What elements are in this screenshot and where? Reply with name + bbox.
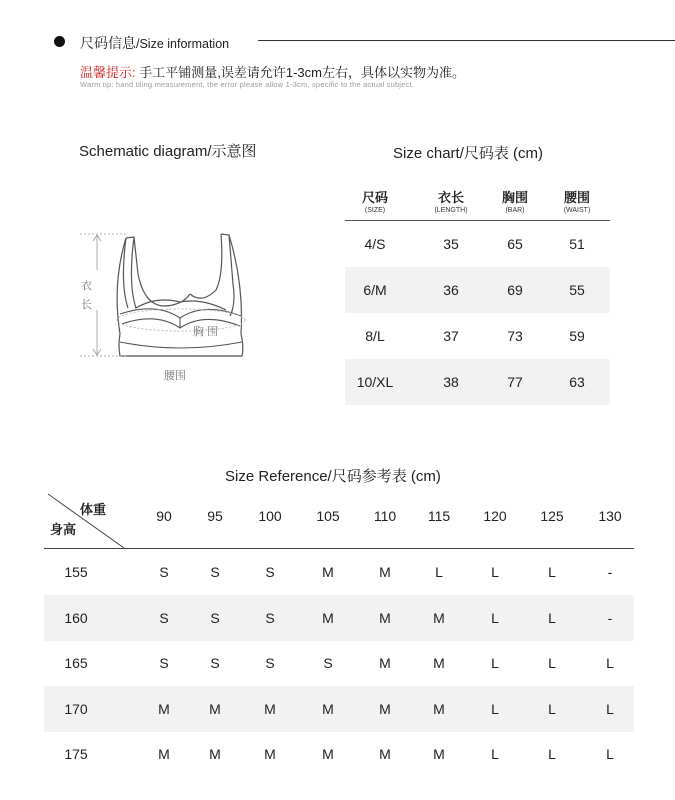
size-value: S (159, 610, 169, 626)
size-value: M (379, 746, 391, 762)
size-chart-cell: 73 (507, 328, 523, 344)
size-value: S (323, 655, 333, 671)
weight-column-header: 130 (598, 508, 622, 524)
size-chart-col-bust: 胸围 (BAR) (501, 190, 529, 214)
size-value: - (607, 564, 613, 580)
waist-label: 腰围 (164, 370, 186, 382)
size-chart-title: Size chart/尺码表 (cm) (393, 145, 544, 162)
size-value: S (159, 655, 169, 671)
height-label: 身高 (50, 522, 77, 537)
size-chart-cell: 4/S (364, 236, 386, 252)
size-chart-cell: 35 (443, 236, 459, 252)
size-value: S (210, 610, 220, 626)
size-value: M (322, 701, 334, 717)
size-value: S (265, 564, 275, 580)
size-value: M (379, 701, 391, 717)
weight-label: 体重 (80, 502, 107, 517)
size-chart-cell: 77 (507, 374, 523, 390)
size-chart-cell: 10/XL (356, 374, 394, 390)
size-value: M (379, 564, 391, 580)
size-reference-row (44, 640, 634, 686)
size-value: M (379, 655, 391, 671)
size-value: L (548, 701, 556, 717)
size-chart-cell: 69 (507, 282, 523, 298)
size-chart-cell: 38 (443, 374, 459, 390)
bra-outline (117, 234, 243, 356)
size-value: M (322, 746, 334, 762)
size-value: - (607, 610, 613, 626)
length-label-2: 长 (81, 299, 92, 311)
size-chart-row (345, 267, 610, 313)
height-value: 175 (64, 746, 88, 762)
size-value: M (433, 655, 445, 671)
size-chart-cell: 36 (443, 282, 459, 298)
warm-tip-english: Warm tip: hand tiling measurement, the error please allow 1-3cm, specific to the actual subject. (80, 80, 415, 89)
warm-tip (80, 62, 465, 81)
tip-label: 温馨提示: (80, 65, 136, 80)
size-value: M (433, 746, 445, 762)
size-value: M (264, 746, 276, 762)
size-chart-cell: 6/M (363, 282, 387, 298)
size-value: L (491, 655, 499, 671)
size-value: S (159, 564, 169, 580)
size-value: M (209, 746, 221, 762)
size-value: L (548, 610, 556, 626)
size-reference-row (44, 595, 634, 641)
size-value: L (491, 564, 499, 580)
weight-column-header: 120 (483, 508, 507, 524)
size-value: L (491, 746, 499, 762)
size-chart-row (345, 313, 610, 359)
size-chart-cell: 8/L (365, 328, 385, 344)
size-value: L (491, 701, 499, 717)
size-chart-cell: 63 (569, 374, 585, 390)
size-value: S (265, 655, 275, 671)
size-value: M (322, 564, 334, 580)
size-chart-cell: 51 (569, 236, 585, 252)
size-value: L (606, 746, 614, 762)
size-value: L (548, 746, 556, 762)
tip-text: 手工平铺测量,误差请允许1-3cm左右，具体以实物为准。 (139, 65, 465, 80)
height-value: 165 (64, 655, 88, 671)
size-value: M (433, 610, 445, 626)
weight-column-header: 105 (316, 508, 340, 524)
size-chart-row (345, 221, 610, 267)
size-value: S (265, 610, 275, 626)
weight-column-header: 110 (373, 508, 397, 524)
weight-column-header: 90 (156, 508, 172, 524)
bullet-dot (54, 36, 65, 47)
section-title-size-information (80, 33, 229, 53)
size-value: L (435, 564, 443, 580)
size-value: M (379, 610, 391, 626)
size-reference-title: Size Reference/尺码参考表 (cm) (225, 468, 441, 485)
size-value: L (606, 701, 614, 717)
size-value: S (210, 564, 220, 580)
size-reference-header (44, 490, 634, 548)
size-chart-col-size: 尺码 (SIZE) (361, 190, 389, 214)
size-chart-cell: 59 (569, 328, 585, 344)
bra-schematic-illustration (76, 224, 256, 364)
schematic-title: Schematic diagram/示意图 (79, 143, 257, 160)
size-value: M (158, 746, 170, 762)
size-chart-cell: 55 (569, 282, 585, 298)
size-reference-row (44, 549, 634, 595)
size-value: M (158, 701, 170, 717)
size-chart-row (345, 359, 610, 405)
size-value: L (548, 655, 556, 671)
height-value: 160 (64, 610, 88, 626)
length-label-1: 衣 (81, 280, 92, 292)
size-value: S (210, 655, 220, 671)
size-reference-row (44, 686, 634, 732)
size-chart-header (345, 190, 610, 220)
size-chart-cell: 65 (507, 236, 523, 252)
size-value: M (433, 701, 445, 717)
size-chart-col-length: 衣长 (LENGTH) (434, 190, 468, 214)
size-value: L (606, 655, 614, 671)
size-reference-row (44, 731, 634, 777)
size-value: L (548, 564, 556, 580)
title-en: /Size information (136, 37, 230, 51)
size-value: M (322, 610, 334, 626)
bust-label: 胸 围 (193, 326, 219, 338)
size-chart-cell: 37 (443, 328, 459, 344)
size-value: L (491, 610, 499, 626)
weight-column-header: 125 (540, 508, 564, 524)
header-divider (258, 40, 675, 41)
weight-column-header: 115 (427, 508, 451, 524)
size-value: M (209, 701, 221, 717)
height-value: 170 (64, 701, 88, 717)
height-value: 155 (64, 564, 88, 580)
weight-column-header: 100 (258, 508, 282, 524)
size-chart-col-waist: 腰围 (WAIST) (563, 190, 591, 214)
weight-column-header: 95 (207, 508, 223, 524)
size-value: M (264, 701, 276, 717)
title-cn: 尺码信息 (80, 35, 136, 51)
